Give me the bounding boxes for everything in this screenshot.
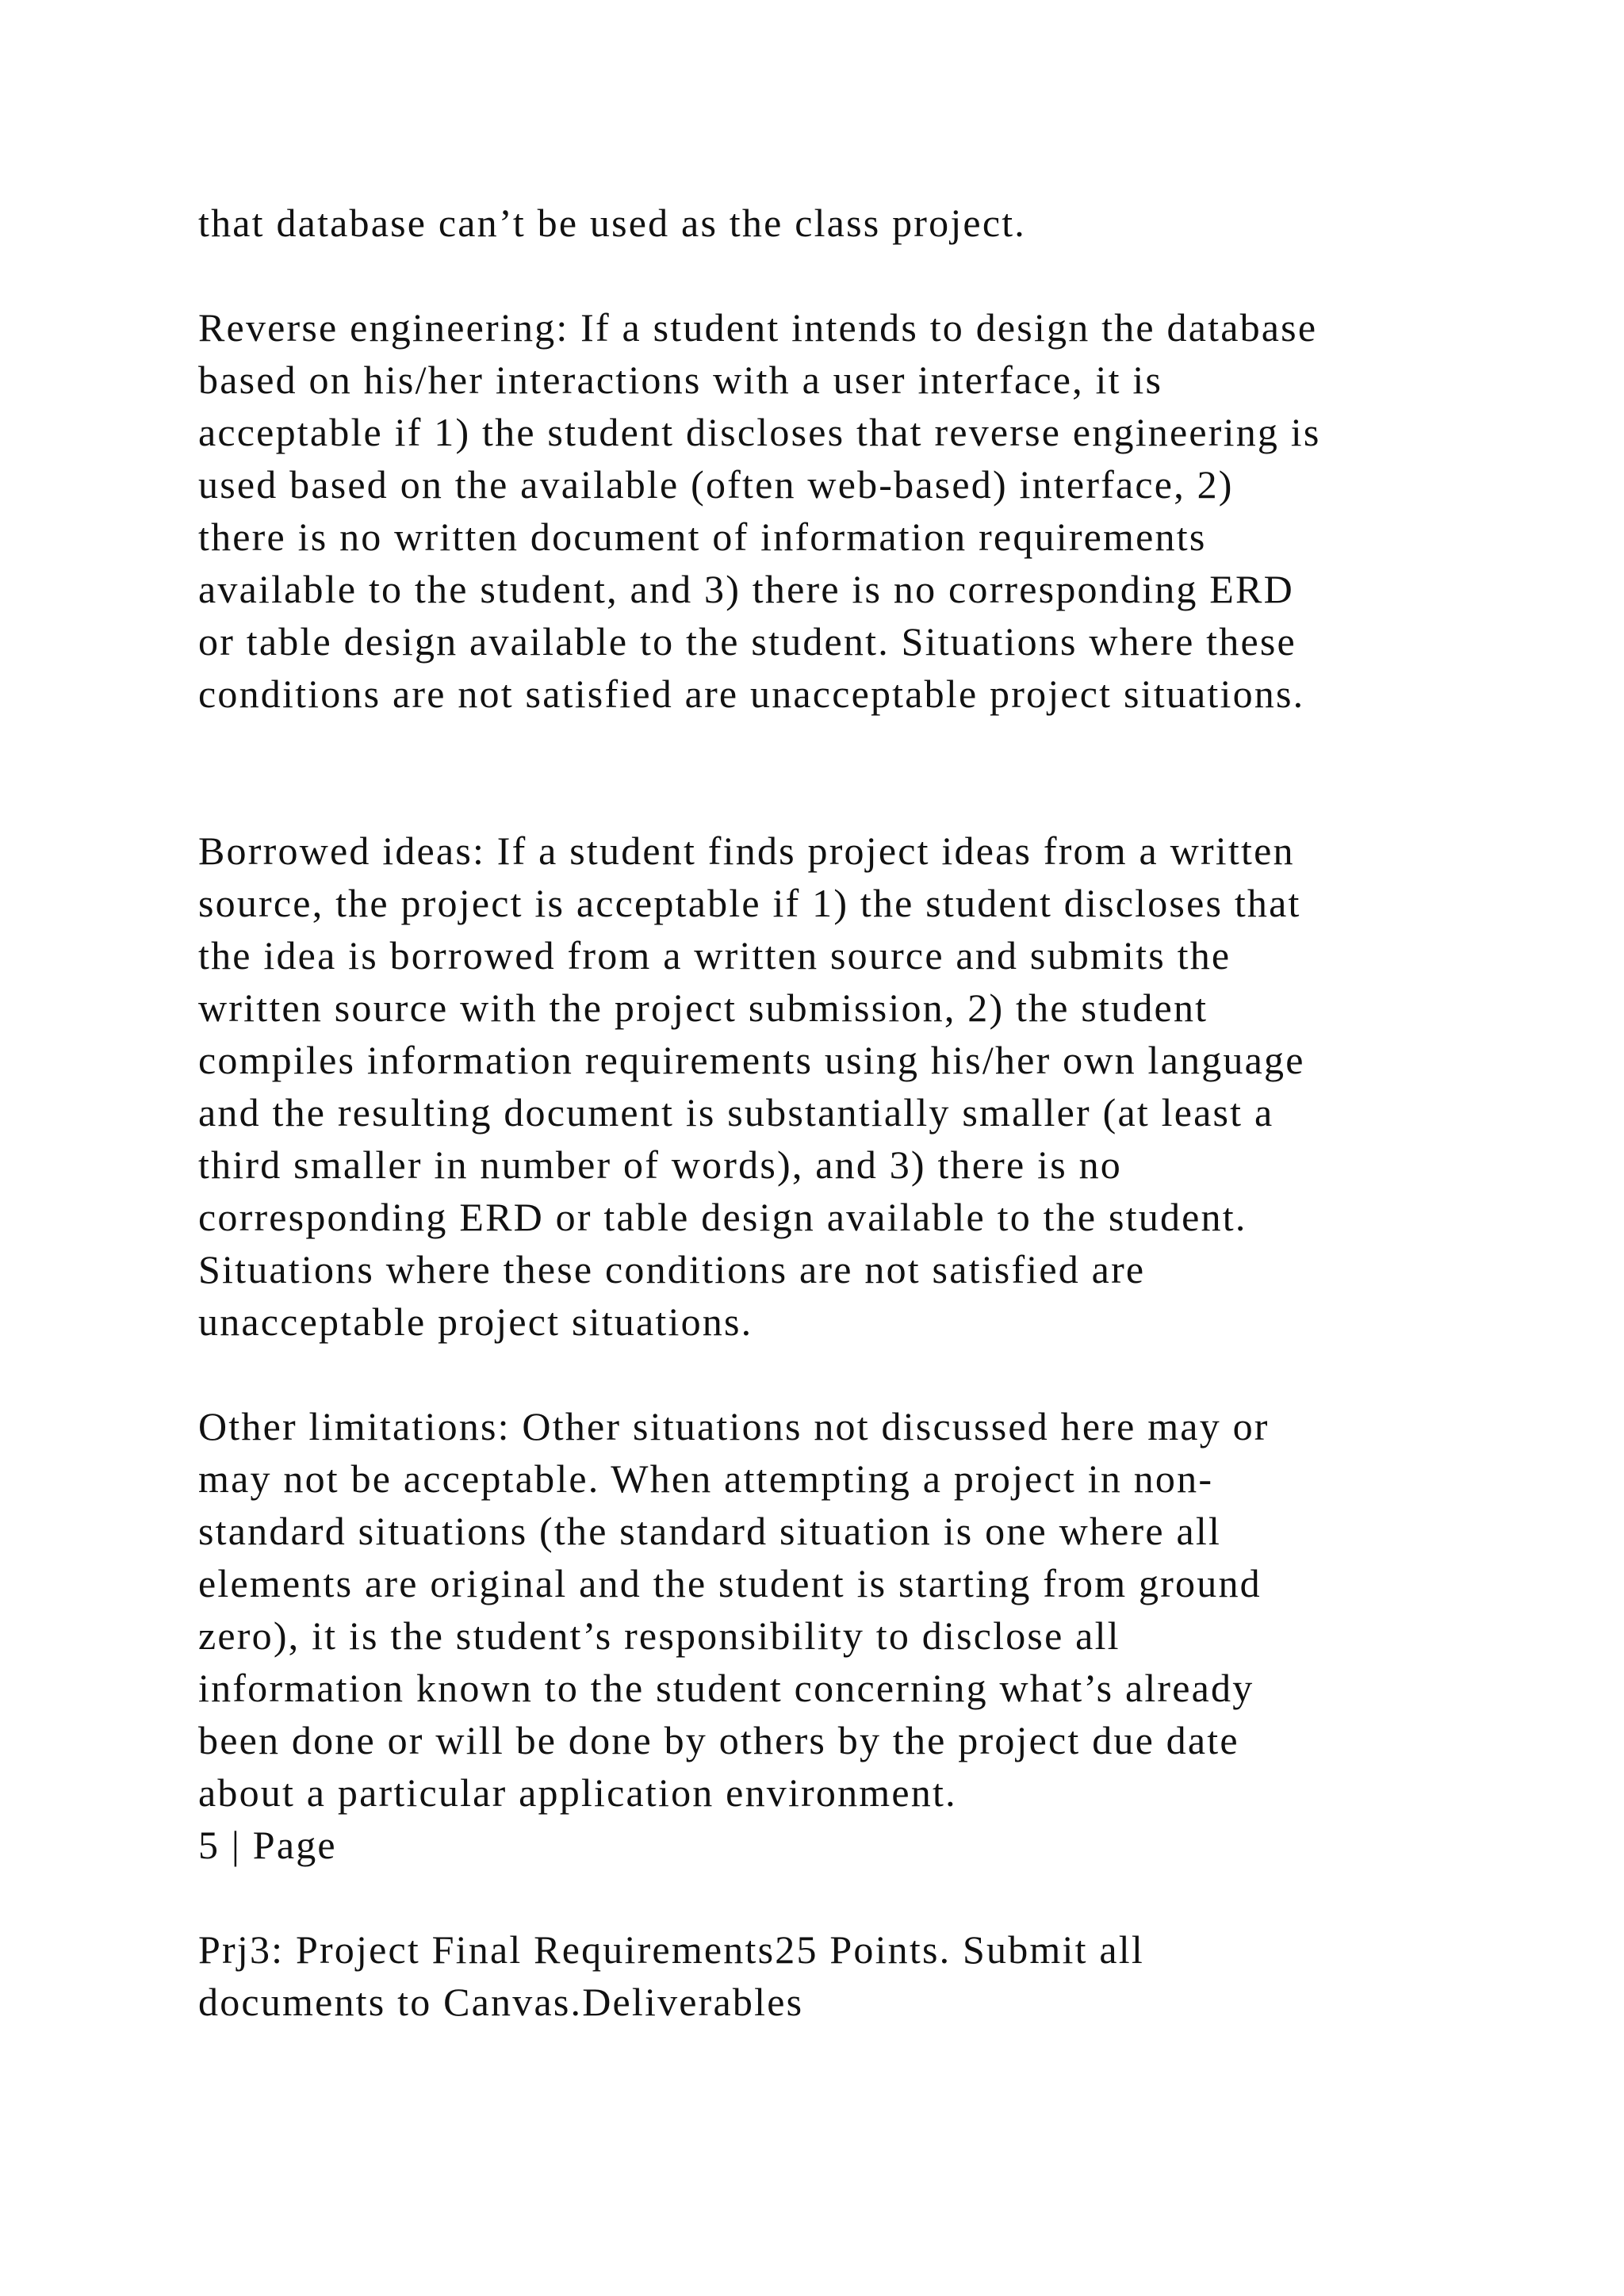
text-line: available to the student, and 3) there is no corresponding ERD — [198, 567, 1294, 611]
text-line: may not be acceptable. When attempting a project in non- — [198, 1456, 1214, 1501]
text-line: Borrowed ideas: If a student finds project ideas from a written — [198, 828, 1295, 873]
text-line: third smaller in number of words), and 3) there is no — [198, 1142, 1122, 1187]
text-line: unacceptable project situations. — [198, 1299, 753, 1344]
text-line: corresponding ERD or table design available to the student. — [198, 1195, 1247, 1239]
text-line: written source with the project submission, 2) the student — [198, 985, 1208, 1030]
text-line: compiles information requirements using his/her own language — [198, 1038, 1305, 1082]
page-number: 5 | Page — [198, 1823, 337, 1867]
text-line: acceptable if 1) the student discloses that reverse engineering is — [198, 410, 1321, 454]
text-line: elements are original and the student is starting from ground — [198, 1561, 1262, 1605]
text-line: that database can’t be used as the class project. — [198, 201, 1027, 245]
text-line: been done or will be done by others by the project due date — [198, 1718, 1239, 1762]
text-line: Other limitations: Other situations not discussed here may or — [198, 1404, 1270, 1448]
text-line: documents to Canvas.Deliverables — [198, 1980, 804, 2024]
text-line: conditions are not satisfied are unacceptable project situations. — [198, 672, 1305, 716]
text-line: there is no written document of information requirements — [198, 515, 1207, 559]
text-line: zero), it is the student’s responsibility to disclose all — [198, 1613, 1120, 1658]
text-line: standard situations (the standard situation is one where all — [198, 1509, 1222, 1553]
text-line: information known to the student concerning what’s already — [198, 1666, 1254, 1710]
text-line: Prj3: Project Final Requirements25 Points. Submit all — [198, 1927, 1144, 1972]
text-line: the idea is borrowed from a written source and submits the — [198, 933, 1231, 978]
text-line: source, the project is acceptable if 1) the student discloses that — [198, 881, 1301, 925]
text-line: Reverse engineering: If a student intends to design the database — [198, 305, 1318, 350]
text-line: and the resulting document is substantially smaller (at least a — [198, 1090, 1274, 1135]
text-line: Situations where these conditions are not satisfied are — [198, 1247, 1146, 1292]
text-line: based on his/her interactions with a user interface, it is — [198, 358, 1163, 402]
text-line: used based on the available (often web-based) interface, 2) — [198, 462, 1234, 507]
text-line: or table design available to the student. Situations where these — [198, 619, 1297, 664]
text-line: about a particular application environment. — [198, 1770, 957, 1815]
